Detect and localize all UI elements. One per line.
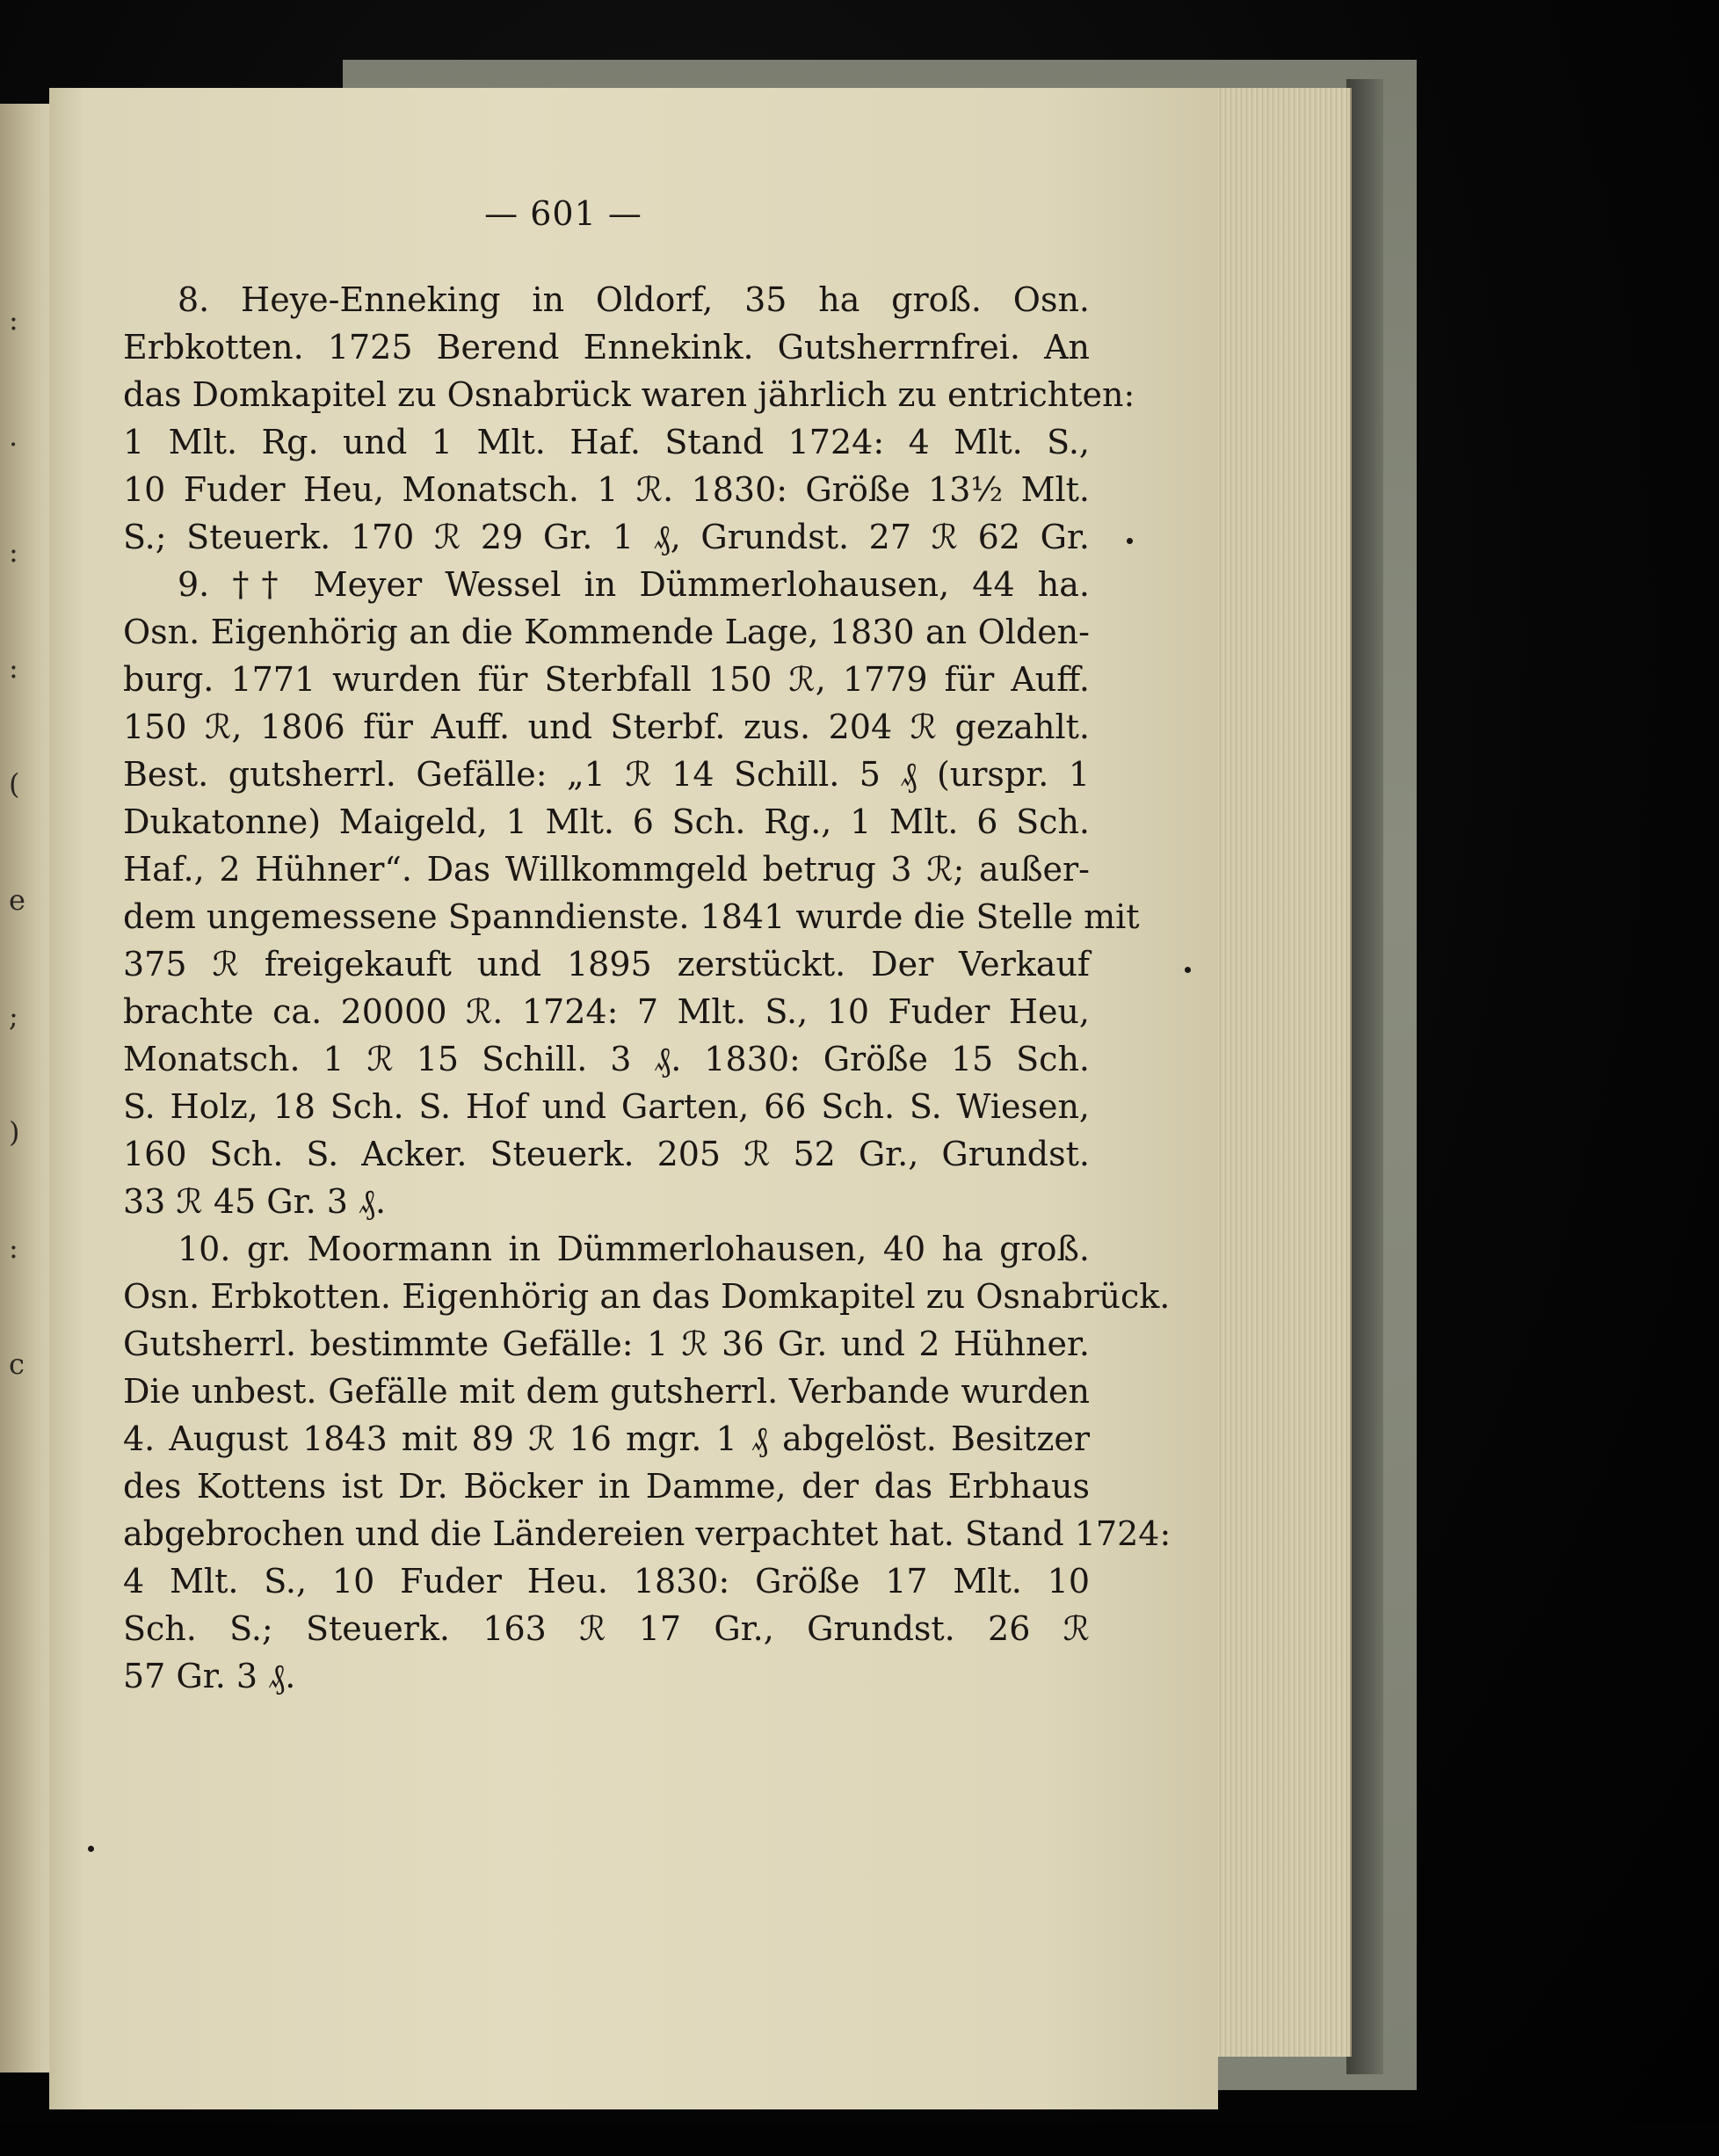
previous-page-glyph: ( (9, 767, 20, 801)
entry-10-line: 4 Mlt. S., 10 Fuder Heu. 1830: Größe 17 Mlt. 10 (123, 1562, 1090, 1601)
previous-page-glyph: : (9, 1231, 18, 1265)
previous-page-glyph: : (9, 651, 18, 685)
entry-9-line: 160 Sch. S. Acker. Steuerk. 205 ℛ 52 Gr., Grundst. (123, 1135, 1090, 1173)
entry-8-line: 10 Fuder Heu, Monatsch. 1 ℛ. 1830: Größe 13½ Mlt. (123, 470, 1090, 509)
entry-10-line: 4. August 1843 mit 89 ℛ 16 mgr. 1 ₰ abgelöst. Besitzer (123, 1419, 1090, 1458)
entry-9-line: dem ungemessene Spanndienste. 1841 wurde die Stelle mit (123, 897, 1140, 936)
entry-10-line: 10. gr. Moormann in Dümmerlohausen, 40 ha groß. (178, 1230, 1090, 1268)
previous-page-edge (0, 104, 51, 2073)
entry-10-line: Osn. Erbkotten. Eigenhörig an das Domkapitel zu Osnabrück. (123, 1277, 1171, 1316)
page-number: — 601 — (484, 194, 642, 233)
entry-9-line: Osn. Eigenhörig an die Kommende Lage, 1830 an Olden- (123, 613, 1090, 651)
book-cover-edge (1346, 79, 1383, 2074)
ink-speck (88, 1846, 94, 1852)
entry-10-line: Gutsherrl. bestimmte Gefälle: 1 ℛ 36 Gr. und 2 Hühner. (123, 1325, 1090, 1363)
entry-8-line: S.; Steuerk. 170 ℛ 29 Gr. 1 ₰, Grundst. 27 ℛ 62 Gr. (123, 518, 1090, 556)
entry-10-line: abgebrochen und die Ländereien verpachtet hat. Stand 1724: (123, 1514, 1171, 1553)
entry-9-line: Haf., 2 Hühner“. Das Willkommgeld betrug 3 ℛ; außer- (123, 850, 1090, 889)
ink-speck (1127, 538, 1133, 544)
entry-9-line: 9. †† Meyer Wessel in Dümmerlohausen, 44 ha. (178, 565, 1090, 604)
ink-speck (1185, 967, 1191, 973)
entry-8-line: 8. Heye-Enneking in Oldorf, 35 ha groß. Osn. (178, 280, 1090, 319)
entry-8-line: 1 Mlt. Rg. und 1 Mlt. Haf. Stand 1724: 4 Mlt. S., (123, 423, 1090, 461)
scan-border (0, 2123, 1719, 2156)
previous-page-glyph: ) (9, 1115, 20, 1149)
entry-8-line: das Domkapitel zu Osnabrück waren jährlich zu entrichten: (123, 375, 1135, 414)
entry-9-line: 150 ℛ, 1806 für Auff. und Sterbf. zus. 204 ℛ gezahlt. (123, 708, 1090, 746)
entry-8-line: Erbkotten. 1725 Berend Ennekink. Gutsherrnfrei. An (123, 328, 1090, 367)
page-text (123, 276, 1171, 1700)
entry-9-line: Dukatonne) Maigeld, 1 Mlt. 6 Sch. Rg., 1 Mlt. 6 Sch. (123, 802, 1090, 841)
previous-page-glyph: . (9, 419, 18, 453)
entry-9-line: 375 ℛ freigekauft und 1895 zerstückt. Der Verkauf (123, 945, 1090, 984)
entry-9-line: Monatsch. 1 ℛ 15 Schill. 3 ₰. 1830: Größe 15 Sch. (123, 1040, 1090, 1078)
page-stack-edge (1211, 88, 1352, 2057)
previous-page-glyph: : (9, 535, 18, 569)
entry-9-line: Best. gutsherrl. Gefälle: „1 ℛ 14 Schill. 5 ₰ (urspr. 1 (123, 755, 1090, 794)
entry-10-line: 57 Gr. 3 ₰. (123, 1657, 296, 1695)
entry-9-line: S. Holz, 18 Sch. S. Hof und Garten, 66 Sch. S. Wiesen, (123, 1087, 1090, 1126)
entry-9-line: brachte ca. 20000 ℛ. 1724: 7 Mlt. S., 10 Fuder Heu, (123, 992, 1090, 1031)
previous-page-glyph: ; (9, 999, 18, 1033)
entry-9-line: 33 ℛ 45 Gr. 3 ₰. (123, 1182, 387, 1221)
entry-9-line: burg. 1771 wurden für Sterbfall 150 ℛ, 1779 für Auff. (123, 660, 1090, 699)
book-page (49, 88, 1218, 2109)
entry-10-line: Sch. S.; Steuerk. 163 ℛ 17 Gr., Grundst. 26 ℛ (123, 1609, 1090, 1648)
entry-10-line: des Kottens ist Dr. Böcker in Damme, der das Erbhaus (123, 1467, 1090, 1506)
previous-page-glyph: e (9, 883, 25, 917)
previous-page-glyph: : (9, 303, 18, 337)
previous-page-glyph: c (9, 1347, 25, 1381)
entry-10-line: Die unbest. Gefälle mit dem gutsherrl. Verbande wurden (123, 1372, 1090, 1411)
